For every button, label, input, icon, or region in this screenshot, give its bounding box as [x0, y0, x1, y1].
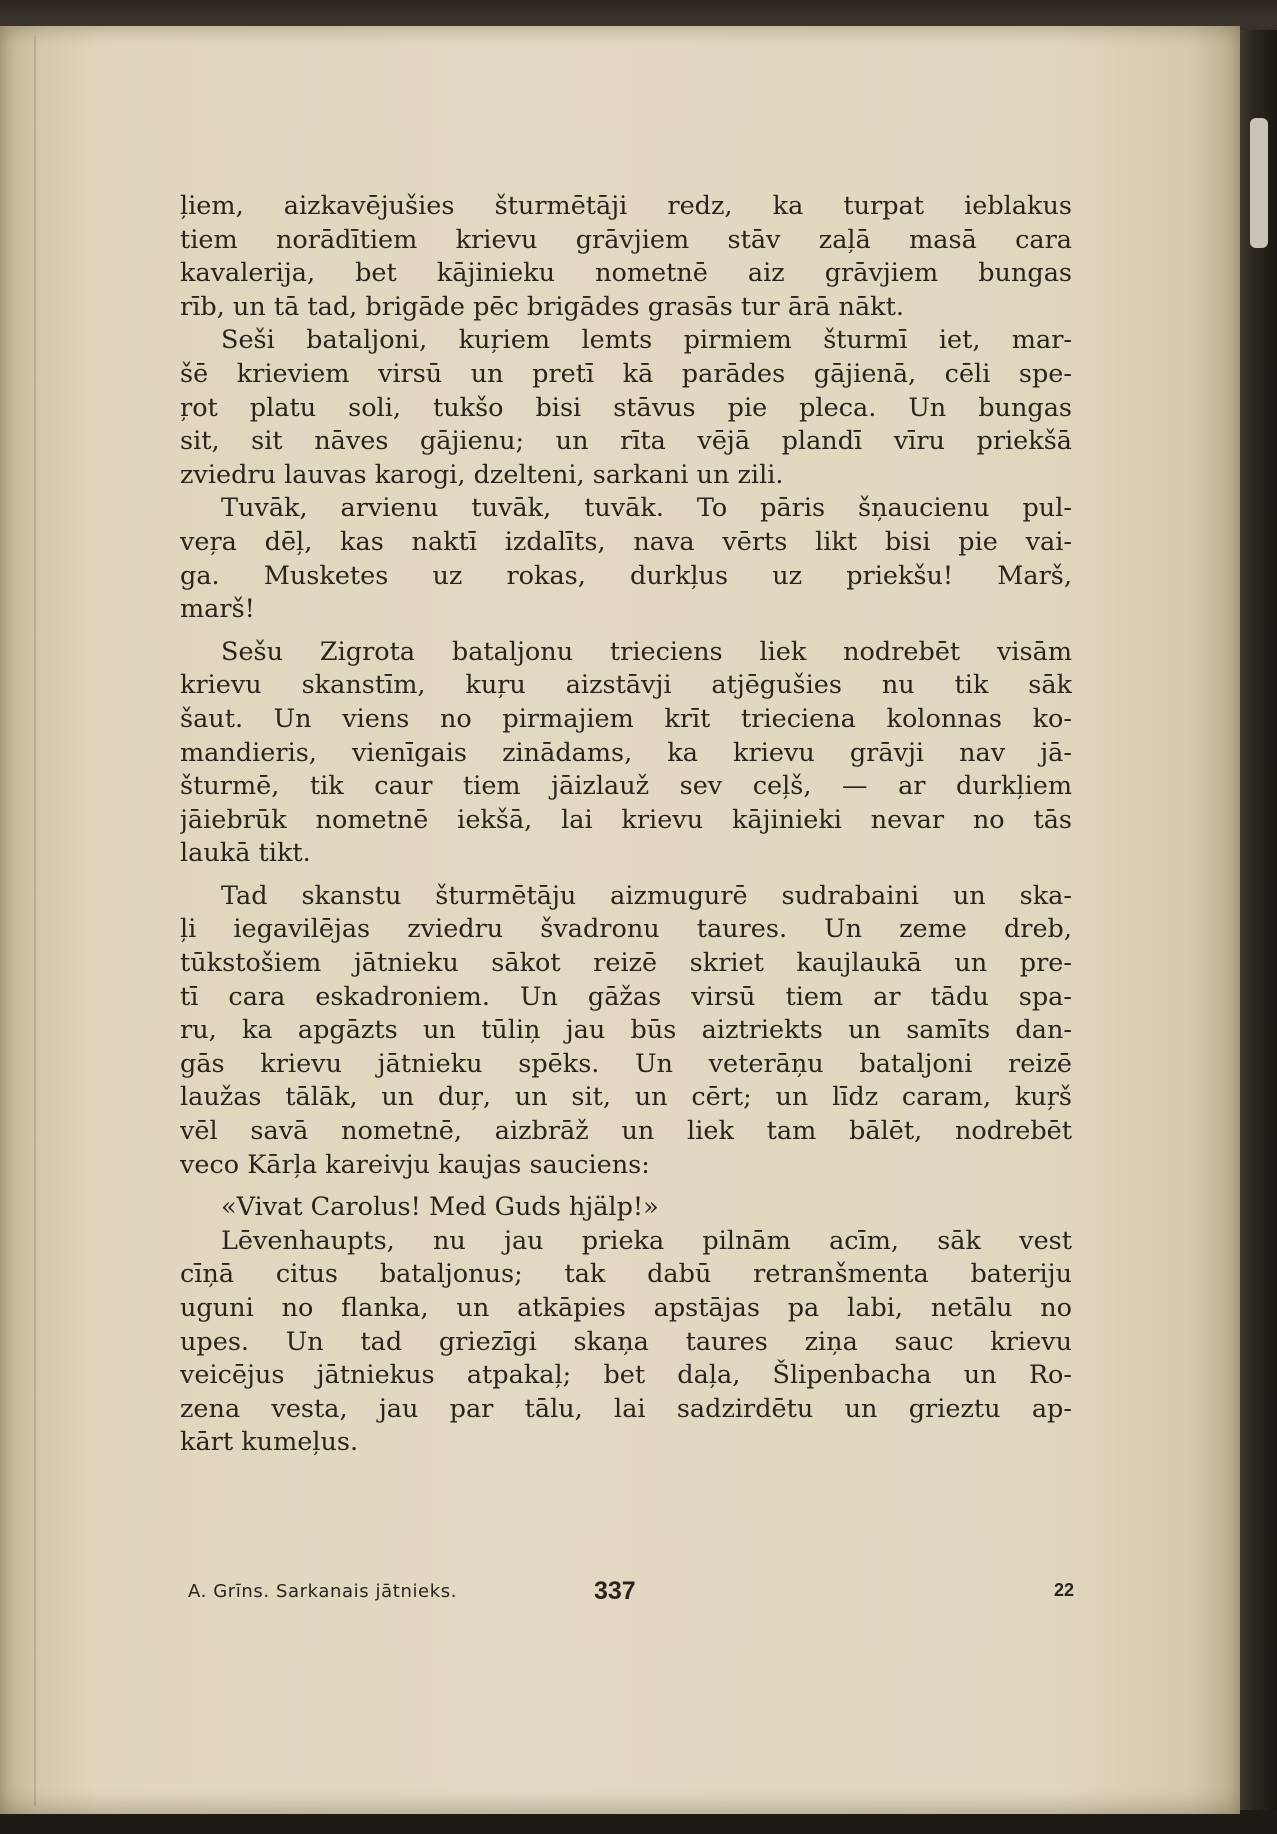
text-line: upes. Un tad griezīgi skaņa taures ziņa sauc krievu [180, 1326, 1072, 1357]
page-text [180, 190, 1072, 1460]
text-line: kārt kumeļus. [180, 1427, 359, 1458]
text-line: Tad skanstu šturmētāju aizmugurē sudrabaini un ska- [221, 880, 1072, 911]
text-line: rīb, un tā tad, brigāde pēc brigādes grasās tur ārā nākt. [180, 291, 904, 322]
text-line: zena vesta, jau par tālu, lai sadzirdētu un grieztu ap- [180, 1393, 1072, 1424]
paragraph [180, 1191, 1072, 1225]
text-line: Tuvāk, arvienu tuvāk, tuvāk. To pāris šņaucienu pul- [221, 493, 1072, 524]
text-line: tiem norādītiem krievu grāvjiem stāv zaļā masā cara [180, 224, 1072, 255]
bookmark-tab [1250, 118, 1268, 248]
text-line: krievu skanstīm, kuŗu aizstāvji atjēgušies nu tik sāk [180, 670, 1072, 701]
text-line: uguni no flanka, un atkāpies apstājas pa labi, netālu no [180, 1293, 1072, 1323]
text-line: cīņā citus bataljonus; tak dabū retranšmenta bateriju [180, 1259, 1072, 1290]
text-line: veŗa dēļ, kas naktī izdalīts, nava vērts likt bisi pie vai- [180, 526, 1072, 557]
text-line: Lēvenhaupts, nu jau prieka pilnām acīm, sāk vest [221, 1225, 1072, 1256]
text-line: šē krieviem virsū un pretī kā parādes gājienā, cēli spe- [180, 358, 1072, 389]
text-line: veicējus jātniekus atpakaļ; bet daļa, Šlipenbacha un Ro- [180, 1360, 1072, 1391]
paragraph [180, 190, 1072, 324]
text-line: marš! [180, 594, 255, 625]
page-footer [188, 1577, 1074, 1607]
text-line: ga. Musketes uz rokas, durkļus uz priekšu! Marš, [180, 560, 1072, 591]
text-line: Seši bataljoni, kuŗiem lemts pirmiem šturmī iet, mar- [221, 325, 1072, 356]
text-line: mandieris, vienīgais zinādams, ka krievu grāvji nav jā- [180, 737, 1072, 768]
footer-author-title: A. Grīns. Sarkanais jātnieks. [188, 1581, 458, 1602]
paragraph [180, 880, 1072, 1182]
text-line: kavalerija, bet kājinieku nometnē aiz grāvjiem bungas [180, 258, 1072, 289]
text-line: zviedru lauvas karogi, dzelteni, sarkani un zili. [180, 459, 784, 490]
text-line: ŗot platu soli, tukšo bisi stāvus pie pleca. Un bungas [180, 392, 1072, 423]
text-line: šaut. Un viens no pirmajiem krīt trieciena kolonnas ko- [180, 703, 1072, 734]
text-line: Sešu Zigrota bataljonu trieciens liek nodrebēt visām [221, 636, 1072, 667]
printer-signature-mark: 22 [1053, 1580, 1074, 1600]
paragraph [180, 1225, 1072, 1460]
text-line: «Vivat Carolus! Med Guds hjälp!» [221, 1192, 659, 1223]
text-line: laukā tikt. [180, 838, 311, 869]
text-line: ļiem, aizkavējušies šturmētāji redz, ka turpat ieblakus [180, 191, 1072, 221]
paragraph [180, 492, 1072, 626]
page-gutter [34, 36, 36, 1806]
text-line: sit, sit nāves gājienu; un rīta vējā plandī vīru priekšā [180, 426, 1072, 457]
text-line: ru, ka apgāzts un tūliņ jau būs aiztriekts un samīts dan- [180, 1015, 1072, 1046]
text-line: gās krievu jātnieku spēks. Un veterāņu bataljoni reizē [180, 1048, 1072, 1079]
page-number: 337 [594, 1577, 636, 1605]
text-line: vēl savā nometnē, aizbrāž un liek tam bālēt, nodrebēt [180, 1116, 1072, 1147]
text-line: veco Kārļa kareivju kaujas sauciens: [180, 1149, 650, 1180]
paragraph [180, 636, 1072, 871]
text-line: šturmē, tik caur tiem jāizlauž sev ceļš, — ar durkļiem [180, 771, 1072, 802]
paragraph [180, 324, 1072, 492]
text-line: laužas tālāk, un duŗ, un sit, un cērt; un līdz caram, kuŗš [180, 1082, 1072, 1113]
text-line: ļi iegavilējas zviedru švadronu taures. Un zeme dreb, [180, 914, 1072, 945]
text-line: jāiebrūk nometnē iekšā, lai krievu kājinieki nevar no tās [180, 804, 1072, 835]
text-line: tūkstošiem jātnieku sākot reizē skriet kaujlaukā un pre- [180, 948, 1072, 979]
text-line: tī cara eskadroniem. Un gāžas virsū tiem ar tādu spa- [180, 981, 1072, 1012]
